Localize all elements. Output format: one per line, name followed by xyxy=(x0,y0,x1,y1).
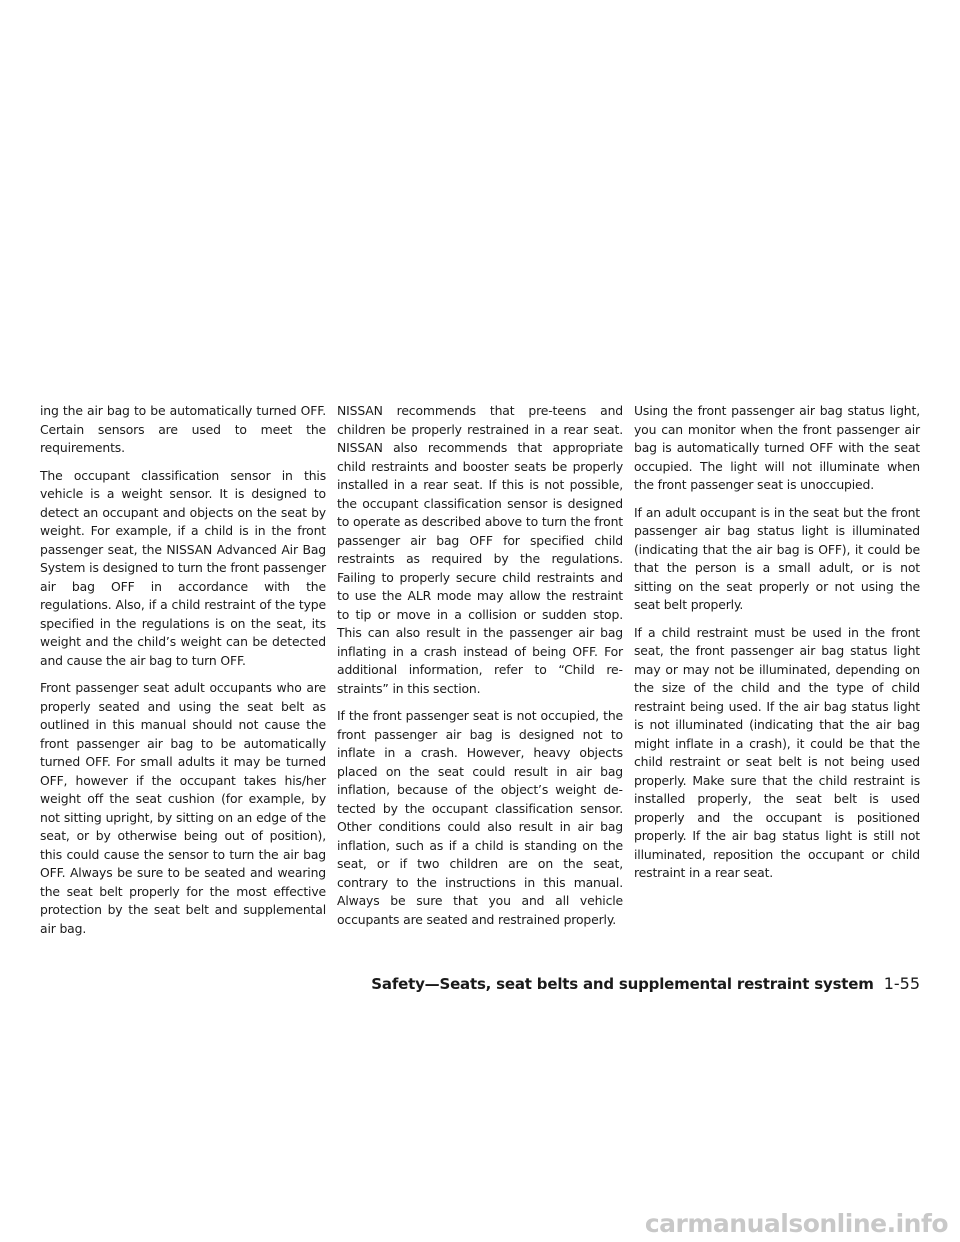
column-right xyxy=(634,402,920,947)
column-middle xyxy=(337,402,623,947)
watermark: carmanualsonline.info xyxy=(644,1209,948,1238)
paragraph: If the front passenger seat is not occupied, the front passenger air bag is designed not to inflate in a crash. However, heavy objects placed on the seat could result in air bag inflation, because of the object’s weight detected by the occupant classification sensor. Other conditions could also result in air bag inflation, such as if a child is standing on the seat, or if two children are on the seat, contrary to the instructions in this manual. Always be sure that you and all vehicle occupants are seated and restrained properly. xyxy=(337,708,623,927)
paragraph: NISSAN recommends that pre-teens and children be properly restrained in a rear seat. NISSAN also recommends that appropriate child restraints and booster seats be properly installed in a rear seat. If this is not possible, the occupant classification sensor is designed to operate as described above to turn the front passenger air bag OFF for specified child restraints as required by the regulations. Failing to properly secure child restraints and to use the ALR mode may allow the restraint to tip or move in a collision or sudden stop. This can also result in the passenger air bag inflating in a crash instead of being OFF. For additional information, refer to “Child restraints” in this section. xyxy=(337,403,623,696)
column-left xyxy=(40,402,326,947)
paragraph: If a child restraint must be used in the front seat, the front passenger air bag status light may or may not be illuminated, depending on the size of the child and the type of child restraint being used. If the air bag status light is not illuminated (indicating that the air bag might inflate in a crash), it could be that the child restraint or seat belt is not being used properly. Make sure that the child restraint is installed properly, the seat belt is used properly and the occupant is positioned properly. If the air bag status light is still not illuminated, reposition the occupant or child restraint in a rear seat. xyxy=(634,624,920,880)
paragraph: Front passenger seat adult occupants who are properly seated and using the seat belt as outlined in this manual should not cause the front passenger air bag to be automatically turned OFF. For small adults it may be turned OFF, however if the occupant takes his/her weight off the seat cushion (for example, by not sitting upright, by sitting on an edge of the seat, or by otherwise being out of position), this could cause the sensor to turn the air bag OFF. Always be sure to be seated and wearing the seat belt properly for the most effective protection by the seat belt and supplemental air bag. xyxy=(40,680,326,936)
paragraph: The occupant classification sensor in this vehicle is a weight sensor. It is designed to detect an occupant and objects on the seat by weight. For example, if a child is in the front passenger seat, the NISSAN Advanced Air Bag System is designed to turn the front passenger air bag OFF in accordance with the regulations. Also, if a child restraint of the type specified in the regulations is on the seat, its weight and the child’s weight can be detected and cause the air bag to turn OFF. xyxy=(40,467,326,668)
paragraph: Using the front passenger air bag status light, you can monitor when the front passenger air bag is automatically turned OFF with the seat occupied. The light will not illuminate when the front passenger seat is unoccupied. xyxy=(634,403,920,492)
section-title: Safety—Seats, seat belts and supplemental restraint system xyxy=(371,975,874,993)
page-footer xyxy=(371,974,920,993)
page-number: 1-55 xyxy=(883,974,920,993)
text-columns xyxy=(40,402,920,947)
paragraph: ing the air bag to be automatically turned OFF. Certain sensors are used to meet the requirements. xyxy=(40,403,326,455)
paragraph: If an adult occupant is in the seat but the front passenger air bag status light is illuminated (indicating that the air bag is OFF), it could be that the person is a small adult, or is not sitting on the seat properly or not using the seat belt properly. xyxy=(634,504,920,612)
